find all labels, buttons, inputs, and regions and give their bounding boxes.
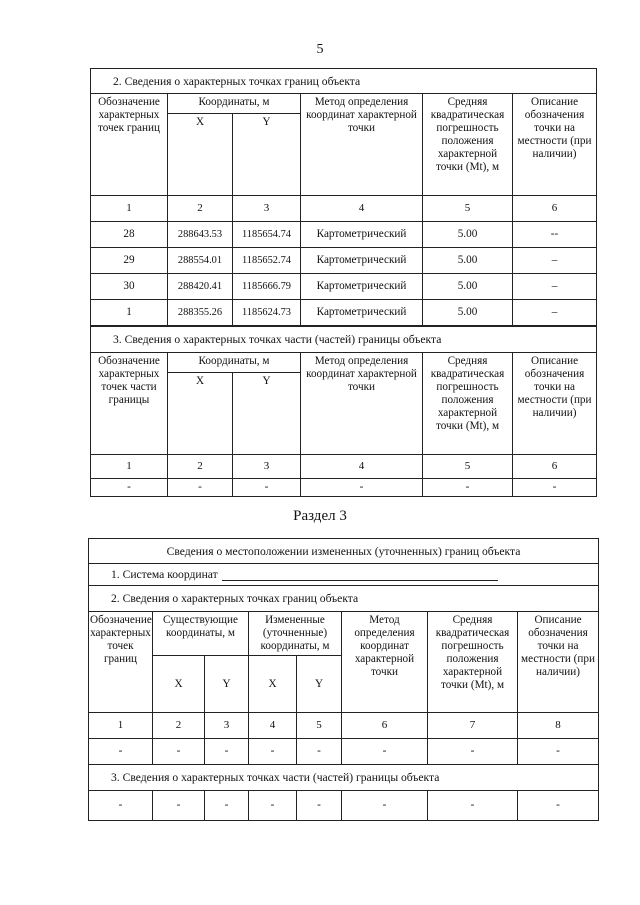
point-id: 1 (91, 300, 168, 326)
error: 5.00 (423, 248, 513, 274)
cell-empty: - (153, 739, 205, 765)
cell-empty: - (518, 791, 599, 821)
header-y: Y (297, 656, 342, 713)
coord-y: 1185624.73 (233, 300, 301, 326)
point-id: 29 (91, 248, 168, 274)
col-number: 6 (513, 455, 597, 479)
header-designation: Обозначение характерных точек границ (91, 94, 168, 196)
cell-empty: - (423, 479, 513, 497)
col-number: 6 (513, 196, 597, 222)
col-number: 3 (205, 713, 249, 739)
error: 5.00 (423, 222, 513, 248)
col-number: 5 (423, 196, 513, 222)
description: – (513, 248, 597, 274)
coord-y: 1185654.74 (233, 222, 301, 248)
table-row (91, 274, 597, 300)
header-existing-coordinates: Существующие координаты, м (153, 612, 249, 656)
col-number: 4 (301, 455, 423, 479)
description: – (513, 300, 597, 326)
coordinate-system-row (89, 564, 599, 586)
coord-x: 288554.01 (168, 248, 233, 274)
table-row (91, 248, 597, 274)
col-number: 6 (342, 713, 428, 739)
header-description: Описание обозначения точки на местности (при наличии) (518, 612, 599, 713)
col-number: 5 (297, 713, 342, 739)
method: Картометрический (301, 222, 423, 248)
point-id: 28 (91, 222, 168, 248)
boundary-points-table (90, 68, 597, 326)
cell-empty: - (233, 479, 301, 497)
col-number: 4 (301, 196, 423, 222)
section-heading: Раздел 3 (293, 508, 347, 524)
col-number: 3 (233, 455, 301, 479)
column-numbers-row (91, 196, 597, 222)
cell-empty: - (428, 739, 518, 765)
col-number: 2 (153, 713, 205, 739)
changed-boundaries-table (88, 538, 599, 821)
col-number: 1 (91, 196, 168, 222)
coordinate-system-label: 1. Система координат (111, 568, 218, 581)
column-numbers-row (89, 713, 599, 739)
col-number: 7 (428, 713, 518, 739)
description: -- (513, 222, 597, 248)
cell-empty: - (513, 479, 597, 497)
header-x: X (168, 373, 233, 455)
cell-empty: - (342, 791, 428, 821)
header-error: Средняя квадратическая погрешность положения характерной точки (Mt), м (423, 94, 513, 196)
table-row (89, 791, 599, 821)
cell-empty: - (153, 791, 205, 821)
header-coordinates: Координаты, м (168, 353, 301, 373)
header-designation: Обозначение характерных точек части границы (91, 353, 168, 455)
table-row (91, 300, 597, 326)
page-number: 5 (316, 42, 324, 57)
method: Картометрический (301, 274, 423, 300)
table-row (91, 222, 597, 248)
col-number: 5 (423, 455, 513, 479)
header-error: Средняя квадратическая погрешность положения характерной точки (Mt), м (423, 353, 513, 455)
cell-empty: - (205, 739, 249, 765)
header-y: Y (205, 656, 249, 713)
col-number: 1 (91, 455, 168, 479)
header-method: Метод определения координат характерной точки (301, 353, 423, 455)
coord-x: 288355.26 (168, 300, 233, 326)
col-number: 2 (168, 455, 233, 479)
part-boundary-points-table (90, 326, 597, 497)
coord-y: 1185652.74 (233, 248, 301, 274)
cell-empty: - (205, 791, 249, 821)
table-title: 3. Сведения о характерных точках части (частей) границы объекта (91, 327, 597, 353)
cell-empty: - (91, 479, 168, 497)
coord-y: 1185666.79 (233, 274, 301, 300)
header-x: X (168, 114, 233, 196)
header-x: X (153, 656, 205, 713)
column-numbers-row (91, 455, 597, 479)
coord-x: 288643.53 (168, 222, 233, 248)
cell-empty: - (428, 791, 518, 821)
parts-title: 3. Сведения о характерных точках части (частей) границы объекта (89, 765, 599, 791)
cell-empty: - (342, 739, 428, 765)
header-y: Y (233, 114, 301, 196)
header-method: Метод определения координат характерной точки (301, 94, 423, 196)
col-number: 4 (249, 713, 297, 739)
col-number: 3 (233, 196, 301, 222)
error: 5.00 (423, 300, 513, 326)
header-method: Метод определения координат характерной точки (342, 612, 428, 713)
cell-empty: - (297, 739, 342, 765)
col-number: 8 (518, 713, 599, 739)
table-row (91, 479, 597, 497)
col-number: 1 (89, 713, 153, 739)
header-changed-coordinates: Измененные (уточненные) координаты, м (249, 612, 342, 656)
table-row (89, 739, 599, 765)
table-title: 2. Сведения о характерных точках границ объекта (91, 69, 597, 94)
col-number: 2 (168, 196, 233, 222)
coord-x: 288420.41 (168, 274, 233, 300)
table-title: Сведения о местоположении измененных (уточненных) границ объекта (89, 539, 599, 564)
points-title: 2. Сведения о характерных точках границ объекта (89, 586, 599, 612)
cell-empty: - (301, 479, 423, 497)
cell-empty: - (518, 739, 599, 765)
header-error: Средняя квадратическая погрешность положения характерной точки (Mt), м (428, 612, 518, 713)
header-coordinates: Координаты, м (168, 94, 301, 114)
header-x: X (249, 656, 297, 713)
coordinate-system-blank (222, 568, 498, 581)
cell-empty: - (168, 479, 233, 497)
method: Картометрический (301, 300, 423, 326)
header-designation: Обозначение характерных точек границ (89, 612, 153, 713)
header-y: Y (233, 373, 301, 455)
description: – (513, 274, 597, 300)
cell-empty: - (89, 791, 153, 821)
method: Картометрический (301, 248, 423, 274)
point-id: 30 (91, 274, 168, 300)
cell-empty: - (249, 791, 297, 821)
cell-empty: - (89, 739, 153, 765)
cell-empty: - (297, 791, 342, 821)
header-description: Описание обозначения точки на местности (при наличии) (513, 94, 597, 196)
error: 5.00 (423, 274, 513, 300)
header-description: Описание обозначения точки на местности (при наличии) (513, 353, 597, 455)
cell-empty: - (249, 739, 297, 765)
